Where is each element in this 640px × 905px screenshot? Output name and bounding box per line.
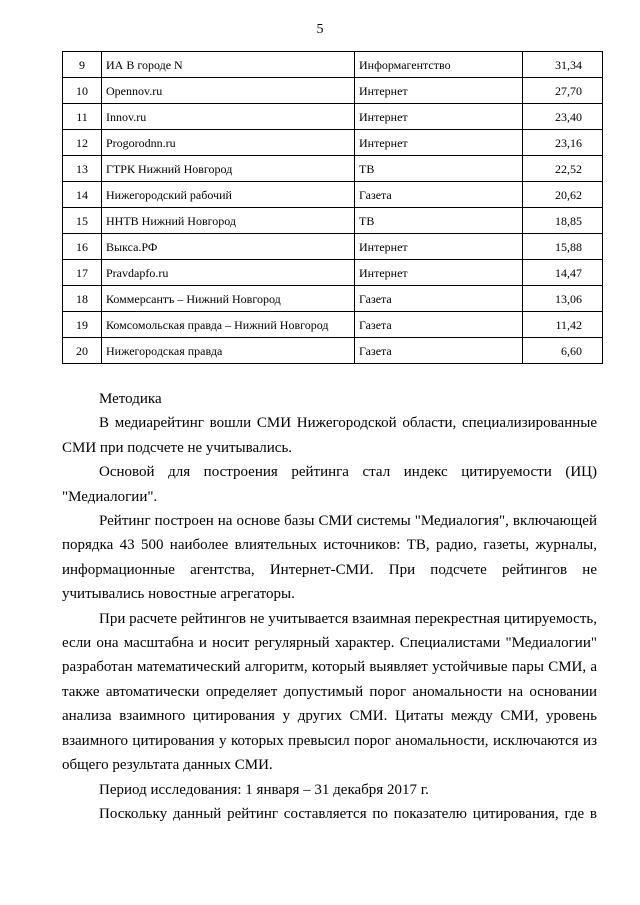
media-name-cell: Opennov.ru <box>102 78 355 104</box>
media-name-cell: Комсомольская правда – Нижний Новгород <box>102 312 355 338</box>
paragraph: Поскольку данный рейтинг составляется по показателю цитирования, где в <box>99 805 597 822</box>
citation-index-cell: 15,88 <box>523 234 603 260</box>
media-name-cell: Выкса.РФ <box>102 234 355 260</box>
rank-cell: 16 <box>63 234 102 260</box>
media-name-cell: ИА В городе N <box>102 52 355 78</box>
table-row <box>63 338 603 364</box>
rank-cell: 14 <box>63 182 102 208</box>
citation-index-cell: 18,85 <box>523 208 603 234</box>
media-type-cell: ТВ <box>355 208 523 234</box>
rank-cell: 12 <box>63 130 102 156</box>
paragraph: Рейтинг построен на основе базы СМИ системы "Медиалогия", включающей порядка 43 500 наиболее влиятельных источников: ТВ, радио, газеты, журналы, информационные агентства, Интернет-СМИ. При подсчете рейтингов не учитывались новостные агрегаторы. <box>62 513 597 603</box>
table-row <box>63 52 603 78</box>
media-type-cell: Газета <box>355 312 523 338</box>
citation-index-cell: 14,47 <box>523 260 603 286</box>
table-row <box>63 260 603 286</box>
media-type-cell: Интернет <box>355 260 523 286</box>
media-type-cell: Интернет <box>355 234 523 260</box>
media-type-cell: ТВ <box>355 156 523 182</box>
media-type-cell: Интернет <box>355 78 523 104</box>
period-line: Период исследования: 1 января – 31 декабря 2017 г. <box>99 781 429 798</box>
table-row <box>63 104 603 130</box>
citation-index-cell: 22,52 <box>523 156 603 182</box>
paragraph: Основой для построения рейтинга стал индекс цитируемости (ИЦ) "Медиалогии". <box>62 464 597 505</box>
methodology-heading: Методика <box>99 391 162 407</box>
table-row <box>63 78 603 104</box>
citation-index-cell: 13,06 <box>523 286 603 312</box>
paragraph: В медиарейтинг вошли СМИ Нижегородской области, специализированные СМИ при подсчете не учитывались. <box>62 415 597 456</box>
rank-cell: 10 <box>63 78 102 104</box>
citation-index-cell: 27,70 <box>523 78 603 104</box>
table-row <box>63 208 603 234</box>
citation-index-cell: 23,40 <box>523 104 603 130</box>
citation-index-cell: 31,34 <box>523 52 603 78</box>
media-name-cell: Нижегородский рабочий <box>102 182 355 208</box>
media-name-cell: Progorodnn.ru <box>102 130 355 156</box>
rank-cell: 15 <box>63 208 102 234</box>
media-name-cell: ГТРК Нижний Новгород <box>102 156 355 182</box>
paragraph: При расчете рейтингов не учитывается взаимная перекрестная цитируемость, если она масштабна и носит регулярный характер. Специалистами "Медиалогии" разработан математический алгоритм, который выявляет устойчивые пары СМИ, а также автоматически определяет допустимый порог аномальности на основании анализа взаимного цитирования у других СМИ. Цитаты между СМИ, уровень взаимного цитирования у которых превысил порог аномальности, исключаются из общего результата данных СМИ. <box>62 610 597 774</box>
media-name-cell: ННТВ Нижний Новгород <box>102 208 355 234</box>
table-row <box>63 156 603 182</box>
page-number: 5 <box>316 22 324 37</box>
media-name-cell: Innov.ru <box>102 104 355 130</box>
media-type-cell: Газета <box>355 286 523 312</box>
table-row <box>63 182 603 208</box>
rank-cell: 18 <box>63 286 102 312</box>
rank-cell: 19 <box>63 312 102 338</box>
citation-index-cell: 20,62 <box>523 182 603 208</box>
rank-cell: 9 <box>63 52 102 78</box>
media-type-cell: Интернет <box>355 104 523 130</box>
table-row <box>63 234 603 260</box>
citation-index-cell: 11,42 <box>523 312 603 338</box>
rank-cell: 17 <box>63 260 102 286</box>
media-name-cell: Pravdapfo.ru <box>102 260 355 286</box>
citation-index-cell: 23,16 <box>523 130 603 156</box>
media-name-cell: Нижегородская правда <box>102 338 355 364</box>
media-type-cell: Газета <box>355 182 523 208</box>
rank-cell: 11 <box>63 104 102 130</box>
rank-cell: 13 <box>63 156 102 182</box>
media-rating-table <box>62 51 603 364</box>
body-text <box>62 387 597 826</box>
citation-index-cell: 6,60 <box>523 338 603 364</box>
table-row <box>63 286 603 312</box>
media-type-cell: Интернет <box>355 130 523 156</box>
table-row <box>63 312 603 338</box>
table-row <box>63 130 603 156</box>
media-type-cell: Газета <box>355 338 523 364</box>
table-body <box>63 52 603 364</box>
rank-cell: 20 <box>63 338 102 364</box>
media-type-cell: Информагентство <box>355 52 523 78</box>
media-name-cell: Коммерсантъ – Нижний Новгород <box>102 286 355 312</box>
